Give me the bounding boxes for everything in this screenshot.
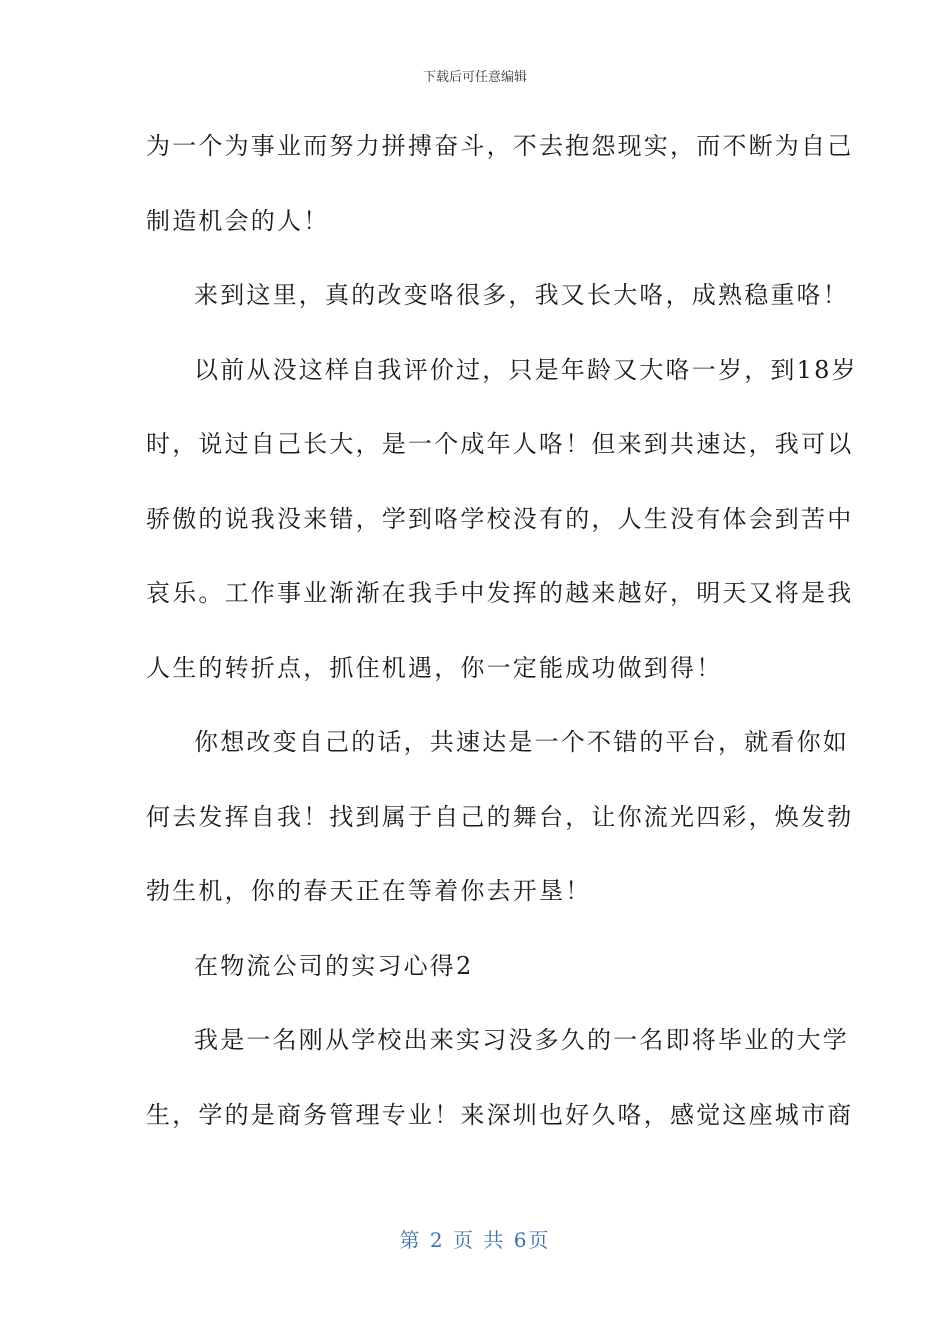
text-line-8: 人生的转折点，抓住机遇，你一定能成功做到得！ — [146, 653, 723, 682]
text-line-9: 你想改变自己的话，共速达是一个不错的平台，就看你如 — [194, 728, 849, 756]
text-line-5: 时，说过自己长大，是一个成年人咯！但来到共速达，我可以 — [146, 430, 854, 458]
text-line-1: 为一个为事业而努力拼搏奋斗，不去抱怨现实，而不断为自己 — [146, 132, 854, 160]
text-line-3: 来到这里，真的改变咯很多，我又长大咯，成熟稳重咯！ — [194, 281, 849, 309]
text-line-11: 勃生机，你的春天正在等着你去开垦！ — [146, 877, 592, 905]
text-line-6: 骄傲的说我没来错，学到咯学校没有的，人生没有体会到苦中 — [146, 504, 854, 533]
document-body — [146, 118, 858, 1161]
text-line-14: 生，学的是商务管理专业！来深圳也好久咯，感觉这座城市商 — [146, 1100, 854, 1129]
section-heading: 在物流公司的实习心得2 — [194, 951, 474, 980]
text-line-13: 我是一名刚从学校出来实习没多久的一名即将毕业的大学 — [194, 1026, 849, 1054]
text-line-4: 以前从没这样自我评价过，只是年龄又大咯一岁，到18岁 — [194, 355, 858, 384]
page-header: 下载后可任意编辑 — [422, 70, 527, 85]
text-line-2: 制造机会的人！ — [146, 206, 330, 235]
text-line-7: 哀乐。工作事业渐渐在我手中发挥的越来越好，明天又将是我 — [146, 579, 854, 607]
page-footer: 第 2 页 共 6页 — [399, 1228, 551, 1252]
text-line-10: 何去发挥自我！找到属于自己的舞台，让你流光四彩，焕发勃 — [146, 802, 854, 831]
